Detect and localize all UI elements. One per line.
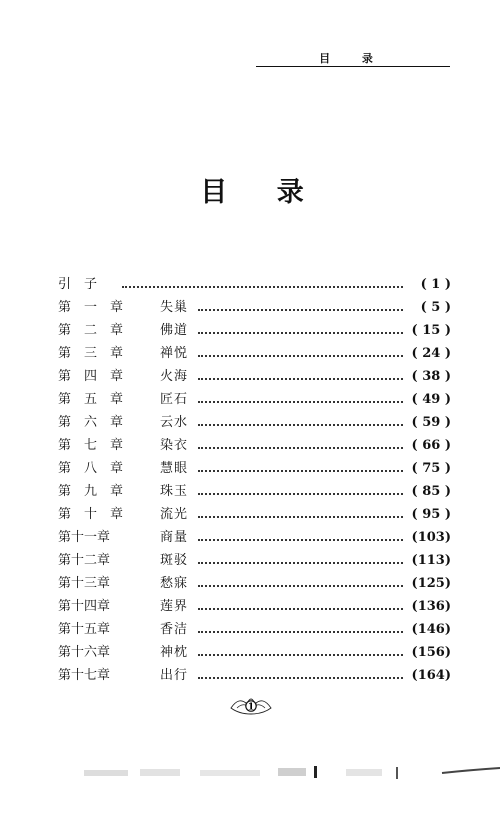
toc-page-number: ( 1 ) (420, 277, 451, 292)
scan-artifact-strip (60, 764, 500, 780)
toc-entry (58, 618, 451, 641)
toc-chapter-number: 第 六 章 (58, 415, 124, 430)
page-title: 目 录 (200, 177, 324, 208)
toc-dot-leader (198, 401, 403, 403)
toc-page-number: (125) (411, 576, 451, 591)
toc-entry (58, 480, 451, 503)
toc-chapter-number: 第十五章 (58, 622, 111, 637)
toc-page-number: ( 59 ) (411, 415, 451, 430)
toc-chapter-number: 第十七章 (58, 668, 111, 683)
toc-chapter-number: 引 子 (58, 277, 98, 292)
toc-dot-leader (198, 516, 403, 518)
toc-page-number: (146) (411, 622, 451, 637)
toc-page-number: (103) (411, 530, 451, 545)
toc-chapter-title: 云水 (160, 415, 189, 430)
toc-page-number: (156) (411, 645, 451, 660)
toc-chapter-number: 第 四 章 (58, 369, 124, 384)
toc-page-number: (136) (411, 599, 451, 614)
toc-page-number: ( 15 ) (411, 323, 451, 338)
toc-chapter-number: 第 一 章 (58, 300, 124, 315)
toc-chapter-title: 愁寐 (160, 576, 189, 591)
toc-entry (58, 388, 451, 411)
toc-entry (58, 411, 451, 434)
toc-dot-leader (198, 424, 403, 426)
table-of-contents (58, 273, 451, 687)
toc-entry (58, 595, 451, 618)
toc-dot-leader (198, 585, 403, 587)
toc-entry (58, 526, 451, 549)
toc-dot-leader (198, 332, 403, 334)
toc-dot-leader (198, 631, 403, 633)
toc-dot-leader (198, 677, 403, 679)
toc-entry (58, 549, 451, 572)
toc-chapter-title: 莲界 (160, 599, 189, 614)
toc-dot-leader (198, 654, 403, 656)
toc-entry (58, 641, 451, 664)
lotus-folio-ornament (227, 692, 275, 718)
toc-chapter-number: 第十四章 (58, 599, 111, 614)
toc-dot-leader (198, 539, 403, 541)
toc-entry (58, 365, 451, 388)
toc-dot-leader (198, 355, 403, 357)
toc-page-number: ( 95 ) (411, 507, 451, 522)
toc-dot-leader (198, 470, 403, 472)
toc-chapter-title: 匠石 (160, 392, 189, 407)
toc-chapter-number: 第 三 章 (58, 346, 124, 361)
toc-chapter-title: 神枕 (160, 645, 189, 660)
toc-dot-leader (198, 447, 403, 449)
toc-chapter-number: 第十三章 (58, 576, 111, 591)
toc-entry (58, 273, 451, 296)
toc-page-number: (164) (411, 668, 451, 683)
toc-page-number: ( 66 ) (411, 438, 451, 453)
toc-entry (58, 572, 451, 595)
toc-page-number: ( 75 ) (411, 461, 451, 476)
toc-chapter-title: 出行 (160, 668, 189, 683)
toc-dot-leader (198, 309, 403, 311)
toc-chapter-title: 斑驳 (160, 553, 189, 568)
toc-page-number: ( 24 ) (411, 346, 451, 361)
toc-entry (58, 664, 451, 687)
toc-chapter-number: 第 九 章 (58, 484, 124, 499)
folio-number: 1 (247, 702, 255, 713)
toc-entry (58, 319, 451, 342)
toc-dot-leader (198, 493, 403, 495)
toc-chapter-number: 第十一章 (58, 530, 111, 545)
toc-chapter-title: 失巢 (160, 300, 189, 315)
toc-chapter-title: 禅悦 (160, 346, 189, 361)
toc-chapter-number: 第 二 章 (58, 323, 124, 338)
toc-dot-leader (198, 378, 403, 380)
toc-entry (58, 342, 451, 365)
toc-chapter-title: 染衣 (160, 438, 189, 453)
toc-chapter-title: 珠玉 (160, 484, 189, 499)
toc-chapter-number: 第 八 章 (58, 461, 124, 476)
toc-dot-leader (122, 286, 403, 288)
toc-chapter-number: 第 十 章 (58, 507, 124, 522)
toc-chapter-title: 火海 (160, 369, 189, 384)
toc-entry (58, 457, 451, 480)
toc-entry (58, 296, 451, 319)
toc-page-number: (113) (411, 553, 451, 568)
toc-page-number: ( 49 ) (411, 392, 451, 407)
running-head: 目 录 (319, 52, 387, 65)
toc-chapter-number: 第 七 章 (58, 438, 124, 453)
toc-entry (58, 434, 451, 457)
toc-dot-leader (198, 562, 403, 564)
running-head-rule (256, 66, 450, 67)
toc-chapter-title: 流光 (160, 507, 189, 522)
toc-chapter-title: 香洁 (160, 622, 189, 637)
toc-page-number: ( 85 ) (411, 484, 451, 499)
toc-page-number: ( 5 ) (420, 300, 451, 315)
toc-chapter-title: 慧眼 (160, 461, 189, 476)
toc-chapter-number: 第十六章 (58, 645, 111, 660)
toc-entry (58, 503, 451, 526)
toc-page-number: ( 38 ) (411, 369, 451, 384)
toc-dot-leader (198, 608, 403, 610)
toc-chapter-title: 商量 (160, 530, 189, 545)
toc-chapter-number: 第 五 章 (58, 392, 124, 407)
toc-chapter-title: 佛道 (160, 323, 189, 338)
toc-chapter-number: 第十二章 (58, 553, 111, 568)
